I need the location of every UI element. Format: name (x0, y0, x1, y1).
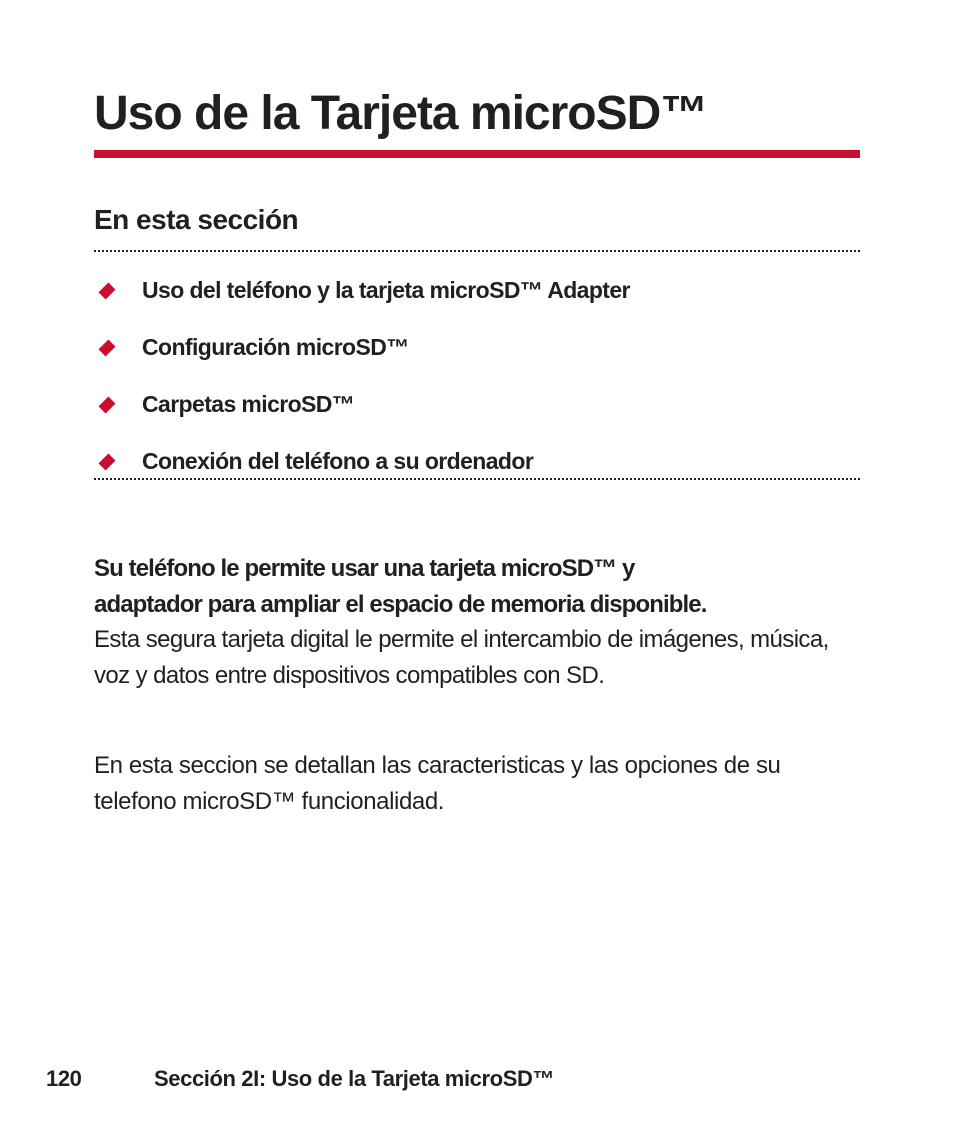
intro-text: Esta segura tarjeta digital le permite el intercambio de imágenes, música, voz y datos entre dispositivos compatibles con SD. (94, 626, 829, 689)
toc-item-connection[interactable] (94, 433, 860, 490)
dotted-divider-top (94, 250, 860, 252)
diamond-bullet-icon (99, 282, 116, 299)
footer-section-label: Sección 2I: Uso de la Tarjeta microSD™ (154, 1066, 555, 1091)
toc-item-label[interactable]: Carpetas microSD™ (142, 391, 355, 417)
section-contents-list (94, 262, 860, 490)
section-heading: En esta sección (94, 204, 299, 235)
intro-lead-line-1: Su teléfono le permite usar una tarjeta microSD™ y (94, 555, 635, 582)
diamond-bullet-icon (99, 396, 116, 413)
title-rule (94, 150, 860, 158)
detail-paragraph: En esta seccion se detallan las caracteristicas y las opciones de su telefono microSD™ funcionalidad. (94, 752, 781, 815)
toc-item-usage[interactable] (94, 262, 860, 319)
page-footer (46, 1062, 554, 1096)
diamond-bullet-icon (99, 339, 116, 356)
intro-lead-line-2: adaptador para ampliar el espacio de memoria disponible. (94, 590, 707, 618)
dotted-divider-bottom (94, 478, 860, 480)
toc-item-configuration[interactable] (94, 319, 860, 376)
page-title: Uso de la Tarjeta microSD™ (94, 87, 708, 140)
toc-item-label[interactable]: Configuración microSD™ (142, 334, 409, 360)
toc-item-label[interactable]: Conexión del teléfono a su ordenador (142, 448, 534, 474)
toc-item-label[interactable]: Uso del teléfono y la tarjeta microSD™ Adapter (142, 277, 630, 303)
diamond-bullet-icon (99, 453, 116, 470)
toc-item-folders[interactable] (94, 376, 860, 433)
intro-paragraph (94, 551, 834, 693)
page-number: 120 (46, 1066, 82, 1091)
